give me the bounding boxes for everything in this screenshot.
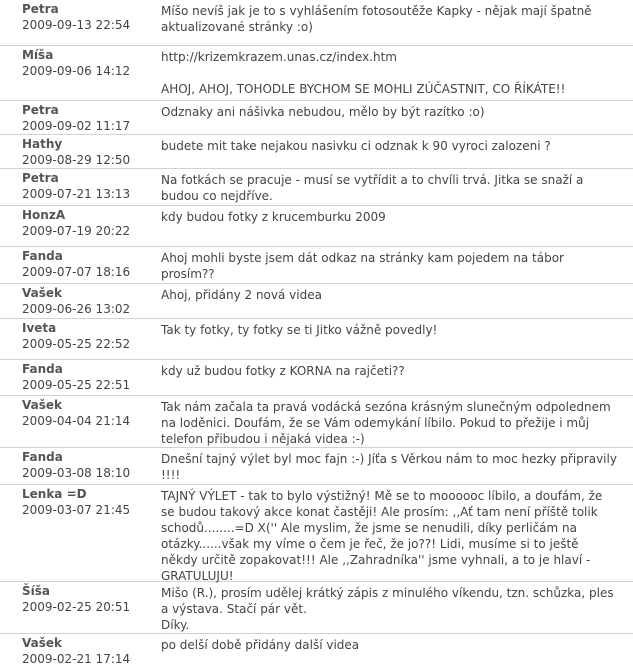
guestbook-entry [0, 484, 633, 581]
entry-author: Vašek [22, 286, 62, 300]
entry-meta [0, 0, 154, 45]
entry-author: Míša [22, 48, 54, 62]
entry-date: 2009-02-25 20:51 [22, 600, 131, 614]
entry-date: 2009-07-19 20:22 [22, 224, 131, 238]
entry-author: Iveta [22, 321, 57, 335]
entry-message: Na fotkách se pracuje - musí se vytřídit a to chvíli trvá. Jitka se snaží a budou co nejdříve. [161, 173, 584, 203]
guestbook-entry [0, 246, 633, 283]
entry-message: po delší době přidány další videa [161, 638, 360, 652]
entry-meta [0, 101, 154, 134]
entry-message: Mišo (R.), prosím udělej krátký zápis z minulého víkendu, tzn. schůzka, ples a výstava. Stačí pár vět. Díky. [161, 586, 614, 632]
entry-message: Ahoj, přidány 2 nová videa [161, 288, 322, 302]
entry-message: Dnešní tajný výlet byl moc fajn :-) Jíťa s Věrkou nám to moc hezky připravily !!!! [161, 452, 617, 482]
entry-date: 2009-07-07 18:16 [22, 265, 131, 279]
guestbook-entry [0, 581, 633, 633]
entry-meta [0, 135, 154, 168]
entry-date: 2009-03-07 21:45 [22, 503, 131, 517]
guestbook-entry [0, 205, 633, 246]
entry-message: http://krizemkrazem.unas.cz/index.htm AHOJ, AHOJ, TOHODLE BYCHOM SE MOHLI ZÚČASTNIT, CO ŘÍKÁTE!! [161, 50, 566, 96]
entry-author: Fanda [22, 450, 63, 464]
guestbook-entry [0, 100, 633, 134]
entry-author: Lenka =D [22, 487, 87, 501]
guestbook-entry [0, 0, 633, 45]
entry-date: 2009-07-21 13:13 [22, 187, 131, 201]
guestbook-entry [0, 447, 633, 484]
entry-date: 2009-05-25 22:51 [22, 378, 131, 392]
entry-meta [0, 360, 154, 395]
entry-author: Petra [22, 103, 59, 117]
entry-author: Petra [22, 2, 59, 16]
entry-date: 2009-06-26 13:02 [22, 302, 131, 316]
entry-date: 2009-02-21 17:14 [22, 652, 131, 666]
entry-author: HonzA [22, 208, 66, 222]
guestbook-entry [0, 318, 633, 359]
entry-date: 2009-09-06 14:12 [22, 64, 131, 78]
entry-author: Hathy [22, 137, 63, 151]
entry-meta [0, 582, 154, 633]
entry-author: Fanda [22, 362, 63, 376]
entry-date: 2009-08-29 12:50 [22, 153, 131, 167]
guestbook-entry [0, 359, 633, 395]
guestbook-entry [0, 395, 633, 447]
entry-author: Vašek [22, 636, 62, 650]
entry-author: Petra [22, 171, 59, 185]
entry-message: budete mit take nejakou nasivku ci odznak k 90 vyroci zalozeni ? [161, 139, 551, 153]
entry-meta [0, 169, 154, 205]
entry-message: Míšo nevíš jak je to s vyhlášením fotosoutěže Kapky - nějak mají špatně aktualizované stránky :o) [161, 4, 592, 34]
guestbook-entry [0, 134, 633, 168]
entry-message: Ahoj mohli byste jsem dát odkaz na stránky kam pojedem na tábor prosím?? [161, 251, 564, 281]
entry-meta [0, 284, 154, 318]
entry-author: Šíša [22, 584, 50, 598]
entry-date: 2009-09-02 11:17 [22, 119, 131, 133]
entry-date: 2009-05-25 22:52 [22, 337, 131, 351]
entry-author: Vašek [22, 398, 62, 412]
entry-meta [0, 634, 154, 670]
entry-message: kdy už budou fotky z KORNA na rajčeti?? [161, 364, 405, 378]
guestbook-entry [0, 283, 633, 318]
guestbook-entry [0, 45, 633, 100]
entry-message: Tak ty fotky, ty fotky se ti Jitko vážně povedly! [161, 323, 438, 337]
entry-meta [0, 247, 154, 283]
guestbook-entry [0, 633, 633, 670]
entry-date: 2009-04-04 21:14 [22, 414, 131, 428]
entry-message: kdy budou fotky z krucemburku 2009 [161, 210, 386, 224]
entry-meta [0, 206, 154, 246]
guestbook-entry [0, 168, 633, 205]
entry-date: 2009-09-13 22:54 [22, 18, 131, 32]
entry-meta [0, 46, 154, 100]
entry-meta [0, 485, 154, 581]
entry-message: TAJNÝ VÝLET - tak to bylo výstižný! Mě se to moooooc líbilo, a doufám, že se budou takový akce konat častěji! Ale prosím: ,,Ať tam není příště tolik schodů........=D X('' Ale myslim, že jsme se nenudili, díky perličám na otázky......však my víme o čem je řeč, že jo??! Lidi, musíme si to ještě někdy určitě zopakovat!!! Ale ,,Zahradníka'' jsme vyhnali, a to je hlaví - GRATULUJU! [161, 489, 603, 583]
entry-meta [0, 396, 154, 447]
entry-date: 2009-03-08 18:10 [22, 466, 131, 480]
entry-meta [0, 448, 154, 484]
entry-message: Tak nám začala ta pravá vodácká sezóna krásným slunečným odpolednem na loděnici. Doufám, že se Vám odemykání líbilo. Pokud to přežije i můj telefon přibudou i nějaká videa :-) [161, 400, 611, 446]
entry-author: Fanda [22, 249, 63, 263]
entry-meta [0, 319, 154, 359]
entry-message: Odznaky ani nášivka nebudou, mělo by být razítko :o) [161, 105, 485, 119]
